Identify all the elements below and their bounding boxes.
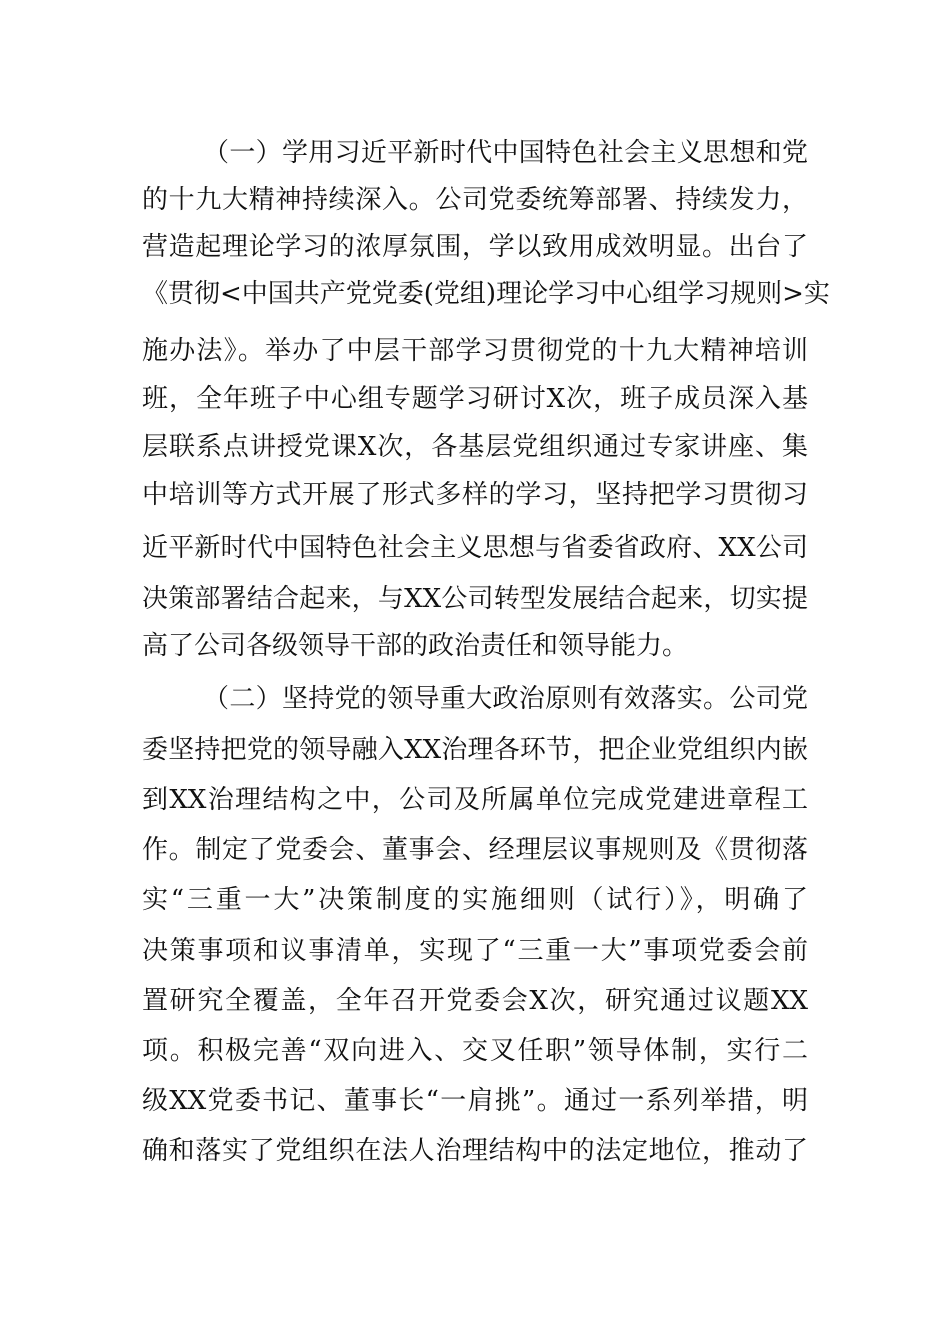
paragraph-2-line-4: 作。制定了党委会、董事会、经理层议事规则及《贯彻落 (142, 835, 808, 865)
paragraph-2-line-10: 确和落实了党组织在法人治理结构中的法定地位，推动了 (142, 1136, 808, 1166)
paragraph-2-line-6: 决策事项和议事清单，实现了“三重一大”事项党委会前 (142, 936, 808, 966)
paragraph-1-line-5: 施办法》。举办了中层干部学习贯彻党的十九大精神培训 (142, 336, 808, 366)
paragraph-1-line-1: （一）学用习近平新时代中国特色社会主义思想和党 (203, 138, 808, 168)
paragraph-2-line-2: 委坚持把党的领导融入XX治理各环节，把企业党组织内嵌 (142, 735, 808, 765)
paragraph-1-line-10: 决策部署结合起来，与XX公司转型发展结合起来，切实提 (142, 584, 808, 614)
paragraph-2-line-7: 置研究全覆盖，全年召开党委会X次，研究通过议题XX (142, 986, 808, 1016)
paragraph-1-line-11: 高了公司各级领导干部的政治责任和领导能力。 (142, 631, 689, 661)
paragraph-2-line-1: （二）坚持党的领导重大政治原则有效落实。公司党 (203, 684, 808, 714)
paragraph-1-line-9: 近平新时代中国特色社会主义思想与省委省政府、XX公司 (142, 533, 808, 563)
paragraph-1-line-3: 营造起理论学习的浓厚氛围，学以致用成效明显。出台了 (142, 232, 808, 262)
paragraph-2-line-3: 到XX治理结构之中，公司及所属单位完成党建进章程工 (142, 785, 808, 815)
paragraph-1-line-8: 中培训等方式开展了形式多样的学习，坚持把学习贯彻习 (142, 480, 808, 510)
paragraph-2-line-9: 级XX党委书记、董事长“一肩挑”。通过一系列举措，明 (142, 1086, 808, 1116)
paragraph-1-line-7: 层联系点讲授党课X次，各基层党组织通过专家讲座、集 (142, 432, 808, 462)
paragraph-1-line-4: 《贯彻<中国共产党党委(党组)理论学习中心组学习规则>实 (142, 279, 830, 309)
paragraph-2-line-8: 项。积极完善“双向进入、交叉任职”领导体制，实行二 (142, 1036, 808, 1066)
paragraph-2-line-5: 实“三重一大”决策制度的实施细则（试行）》，明确了 (142, 885, 808, 915)
paragraph-1-line-6: 班，全年班子中心组专题学习研讨X次，班子成员深入基 (142, 384, 808, 414)
paragraph-1-line-2: 的十九大精神持续深入。公司党委统筹部署、持续发力， (142, 185, 808, 215)
